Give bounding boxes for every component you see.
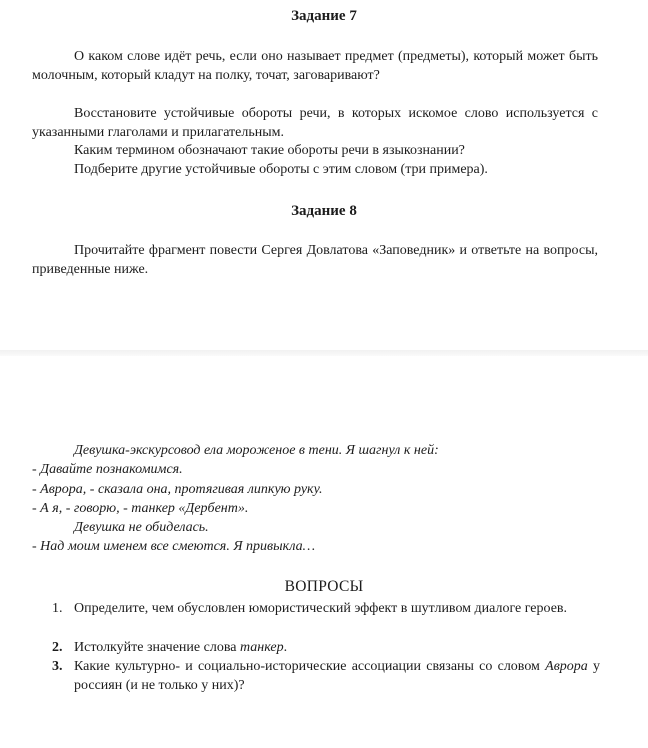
excerpt-line: Девушка-экскурсовод ела мороженое в тени. Я шагнул к ней: (74, 443, 439, 458)
task-7-paragraph-2: Восстановите устойчивые обороты речи, в которых искомое слово используется с указанными глаголами и прилагательным. (32, 106, 598, 140)
question-text: Какие культурно- и социально-исторические ассоциации связаны со словом Аврора у россиян (и не только у них)? (74, 659, 601, 693)
question-item (52, 638, 600, 657)
question-item (52, 599, 600, 618)
excerpt-and-questions-section (0, 356, 648, 748)
task-7-paragraph-1: О каком слове идёт речь, если оно называет предмет (предметы), который может быть молочным, который кладут на полку, точат, заговаривают? (32, 49, 598, 83)
question-number: 2. (52, 640, 63, 655)
excerpt-line: - Давайте познакомимся. (32, 462, 183, 477)
task-7-line-3: Каким термином обозначают такие обороты речи в языкознании? (74, 143, 465, 158)
excerpt-line: - Аврора, - сказала она, протягивая липкую руку. (32, 482, 323, 497)
question-number: 3. (52, 659, 63, 674)
task-7-title: Задание 7 (291, 8, 357, 24)
task-8-paragraph: Прочитайте фрагмент повести Сергея Довлатова «Заповедник» и ответьте на вопросы, приведенные ниже. (32, 243, 598, 277)
excerpt-line: - А я, - говорю, - танкер «Дербент». (32, 501, 249, 516)
task-7-and-8-section (0, 0, 648, 350)
questions-title: ВОПРОСЫ (284, 578, 364, 595)
excerpt-line: - Над моим именем все смеются. Я привыкла… (32, 539, 316, 554)
question-text: Истолкуйте значение слова танкер. (74, 640, 288, 655)
question-text: Определите, чем обусловлен юмористический эффект в шутливом диалоге героев. (74, 601, 568, 616)
question-item (52, 657, 600, 695)
excerpt-line: Девушка не обиделась. (74, 520, 209, 535)
task-7-line-4: Подберите другие устойчивые обороты с этим словом (три примера). (74, 162, 488, 177)
task-8-title: Задание 8 (291, 203, 357, 219)
question-number: 1. (52, 601, 63, 616)
